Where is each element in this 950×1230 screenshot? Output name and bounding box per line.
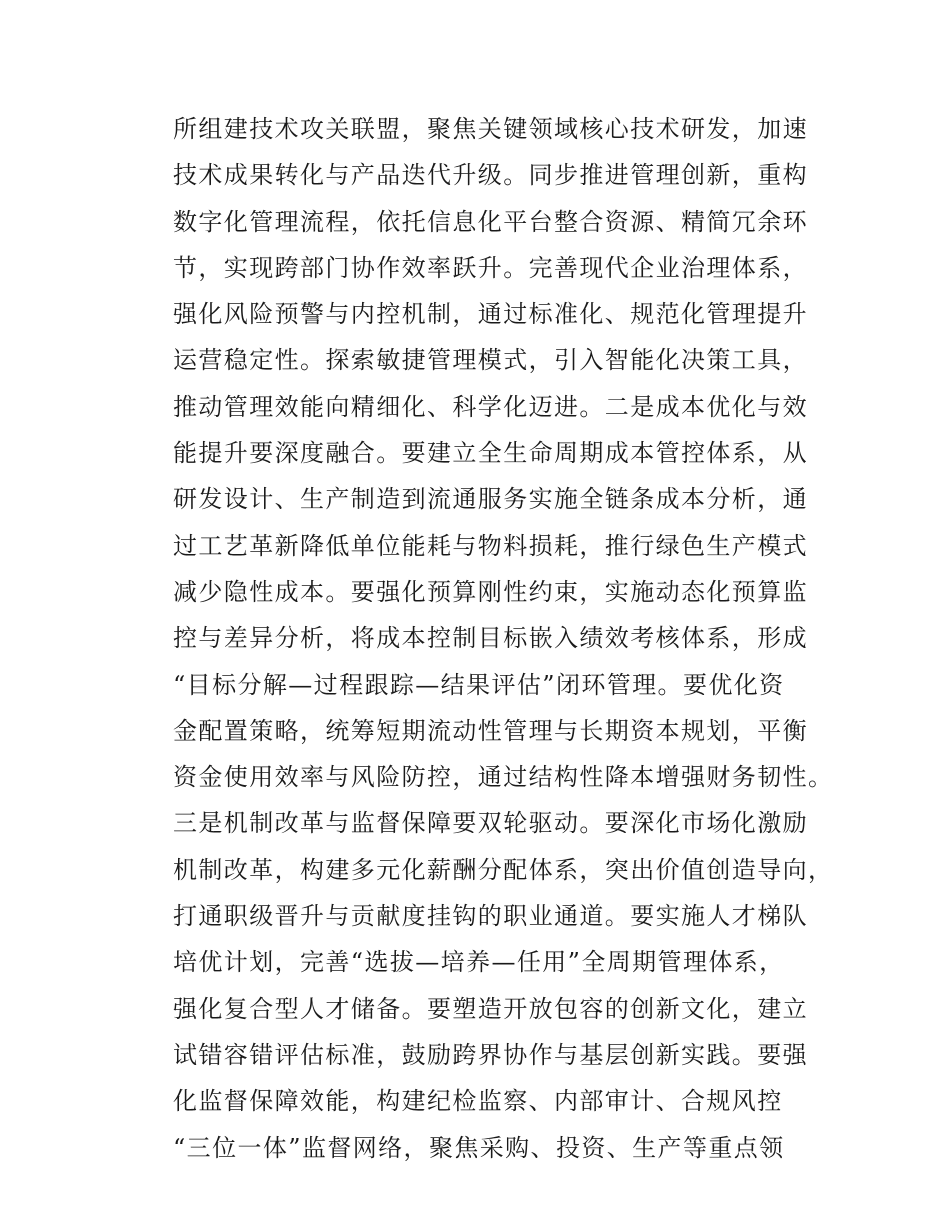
- text-line: 试错容错评估标准，鼓励跨界协作与基层创新实践。要强: [173, 1040, 808, 1069]
- text-line: 金配置策略，统筹短期流动性管理与长期资本规划，平衡: [173, 716, 808, 745]
- text-line: “目标分解—过程跟踪—结果评估”闭环管理。要优化资: [173, 670, 785, 699]
- text-line: 化监督保障效能，构建纪检监察、内部审计、合规风控: [173, 1087, 783, 1116]
- text-line: 运营稳定性。探索敏捷管理模式，引入智能化决策工具，: [173, 346, 808, 375]
- text-line: 培优计划，完善“选拔—培养—任用”全周期管理体系，: [173, 948, 785, 977]
- text-line: 控与差异分析，将成本控制目标嵌入绩效考核体系，形成: [173, 624, 808, 653]
- text-line: 能提升要深度融合。要建立全生命周期成本管控体系，从: [173, 439, 808, 468]
- text-line: 资金使用效率与风险防控，通过结构性降本增强财务韧性。: [173, 763, 834, 792]
- text-line: 机制改革，构建多元化薪酬分配体系，突出价值创造导向，: [173, 855, 834, 884]
- text-line: 数字化管理流程，依托信息化平台整合资源、精简冗余环: [173, 207, 808, 236]
- body-text: [173, 106, 834, 1171]
- text-line: 过工艺革新降低单位能耗与物料损耗，推行绿色生产模式: [173, 531, 808, 560]
- text-line: 强化风险预警与内控机制，通过标准化、规范化管理提升: [173, 300, 808, 329]
- text-line: 三是机制改革与监督保障要双轮驱动。要深化市场化激励: [173, 809, 808, 838]
- text-line: 打通职级晋升与贡献度挂钩的职业通道。要实施人才梯队: [173, 902, 808, 931]
- text-line: 所组建技术攻关联盟，聚焦关键领域核心技术研发，加速: [173, 115, 808, 143]
- text-line: 研发设计、生产制造到流通服务实施全链条成本分析，通: [173, 485, 808, 514]
- text-line: 节，实现跨部门协作效率跃升。完善现代企业治理体系，: [173, 253, 808, 282]
- text-line: “三位一体”监督网络，聚焦采购、投资、生产等重点领: [173, 1133, 785, 1162]
- text-line: 减少隐性成本。要强化预算刚性约束，实施动态化预算监: [173, 577, 808, 606]
- text-line: 技术成果转化与产品迭代升级。同步推进管理创新，重构: [173, 161, 808, 190]
- text-line: 强化复合型人才储备。要塑造开放包容的创新文化，建立: [173, 994, 808, 1023]
- text-line: 推动管理效能向精细化、科学化迈进。二是成本优化与效: [173, 392, 808, 421]
